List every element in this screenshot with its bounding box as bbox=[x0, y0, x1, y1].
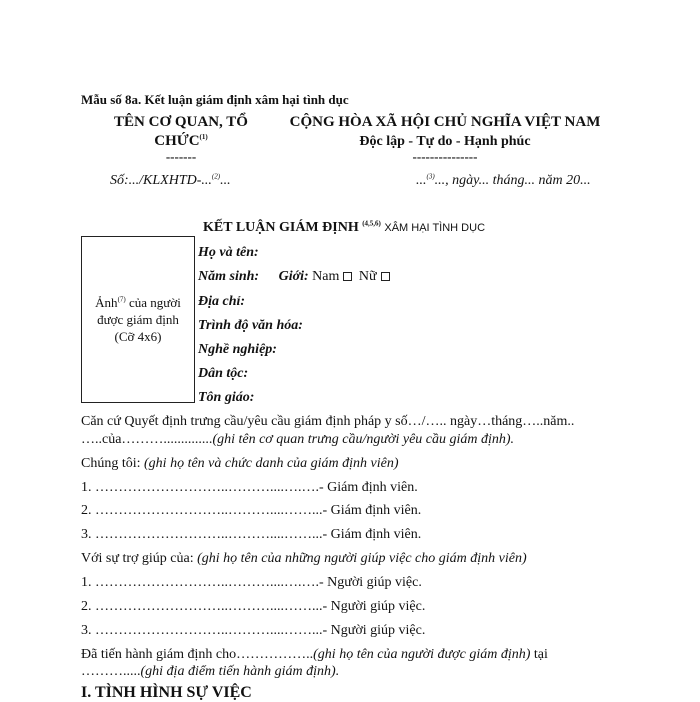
photo-line1: Ảnh$^{(7)}$ của người bbox=[95, 295, 181, 310]
photo-line2: được giám định bbox=[97, 312, 179, 327]
helpers-intro: Với sự trợ giúp của: (ghi họ tên của những người giúp việc cho giám định viên) bbox=[81, 551, 527, 566]
field-occupation: Nghề nghiệp: bbox=[198, 342, 277, 357]
field-religion: Tôn giáo: bbox=[198, 390, 255, 405]
basis-line2: …..của………..............(ghi tên cơ quan trưng cầu/người yêu cầu giám định). bbox=[81, 432, 515, 447]
field-birth-year: Năm sinh: bbox=[198, 269, 260, 284]
republic-header bbox=[280, 113, 610, 162]
we-line: Chúng tôi: (ghi họ tên và chức danh của giám định viên) bbox=[81, 456, 399, 471]
field-gender: Giới: bbox=[278, 269, 309, 284]
gender-male-checkbox[interactable] bbox=[343, 272, 352, 281]
gender-female-label: Nữ bbox=[358, 269, 377, 284]
helper-2: 2. ………………………..………....……...- Người giúp việc. bbox=[81, 599, 426, 614]
agency-dash: ------- bbox=[165, 149, 197, 164]
photo-line3: (Cỡ 4x6) bbox=[114, 329, 162, 344]
photo-box bbox=[81, 236, 195, 403]
agency-line2: CHỨC$^{(1)}$ bbox=[154, 133, 208, 149]
conducted-line2: ……….....(ghi địa điểm tiến hành giám định). bbox=[81, 664, 340, 679]
basis-line1: Căn cứ Quyết định trưng cầu/yêu cầu giám định pháp y số…/….. ngày…tháng…..năm.. bbox=[81, 414, 575, 429]
agency-header bbox=[96, 113, 266, 162]
form-title: Mẫu số 8a. Kết luận giám định xâm hại tình dục bbox=[81, 92, 349, 107]
field-ethnicity: Dân tộc: bbox=[198, 366, 249, 381]
agency-line1: TÊN CƠ QUAN, TỔ bbox=[114, 114, 248, 130]
gender-male-label: Nam bbox=[312, 269, 340, 284]
document-number: Số:.../KLXHTD-...$^{(2)}$... bbox=[110, 172, 231, 188]
helper-3: 3. ………………………..………....……...- Người giúp việc. bbox=[81, 623, 426, 638]
helper-1: 1. ………………………..………....….….- Người giúp việc. bbox=[81, 575, 422, 590]
examiner-1: 1. ………………………..………....….….- Giám định viên. bbox=[81, 480, 418, 495]
section-1-heading: I. TÌNH HÌNH SỰ VIỆC bbox=[81, 684, 252, 701]
field-name: Họ và tên: bbox=[198, 245, 259, 260]
place-date: ...$^{(3)}$..., ngày... tháng... năm 20... bbox=[416, 172, 591, 188]
examiner-2: 2. ………………………..………....……...- Giám định viên. bbox=[81, 503, 422, 518]
republic-line2: Độc lập - Tự do - Hạnh phúc bbox=[359, 134, 531, 149]
conducted-line1: Đã tiến hành giám định cho……………..(ghi họ tên của người được giám định) tại bbox=[81, 647, 548, 662]
republic-line1: CỘNG HÒA XÃ HỘI CHỦ NGHĨA VIỆT NAM bbox=[289, 114, 601, 130]
gender-female-checkbox[interactable] bbox=[381, 272, 390, 281]
field-address: Địa chỉ: bbox=[198, 294, 246, 309]
republic-dash: --------------- bbox=[412, 149, 478, 164]
field-education: Trình độ văn hóa: bbox=[198, 318, 303, 333]
document-title: KẾT LUẬN GIÁM ĐỊNH $^{(4,5,6)}$ XÂM HẠI TÌNH DỤC bbox=[203, 219, 486, 235]
field-birth-gender bbox=[198, 269, 393, 285]
examiner-3: 3. ………………………..………....……...- Giám định viên. bbox=[81, 527, 422, 542]
